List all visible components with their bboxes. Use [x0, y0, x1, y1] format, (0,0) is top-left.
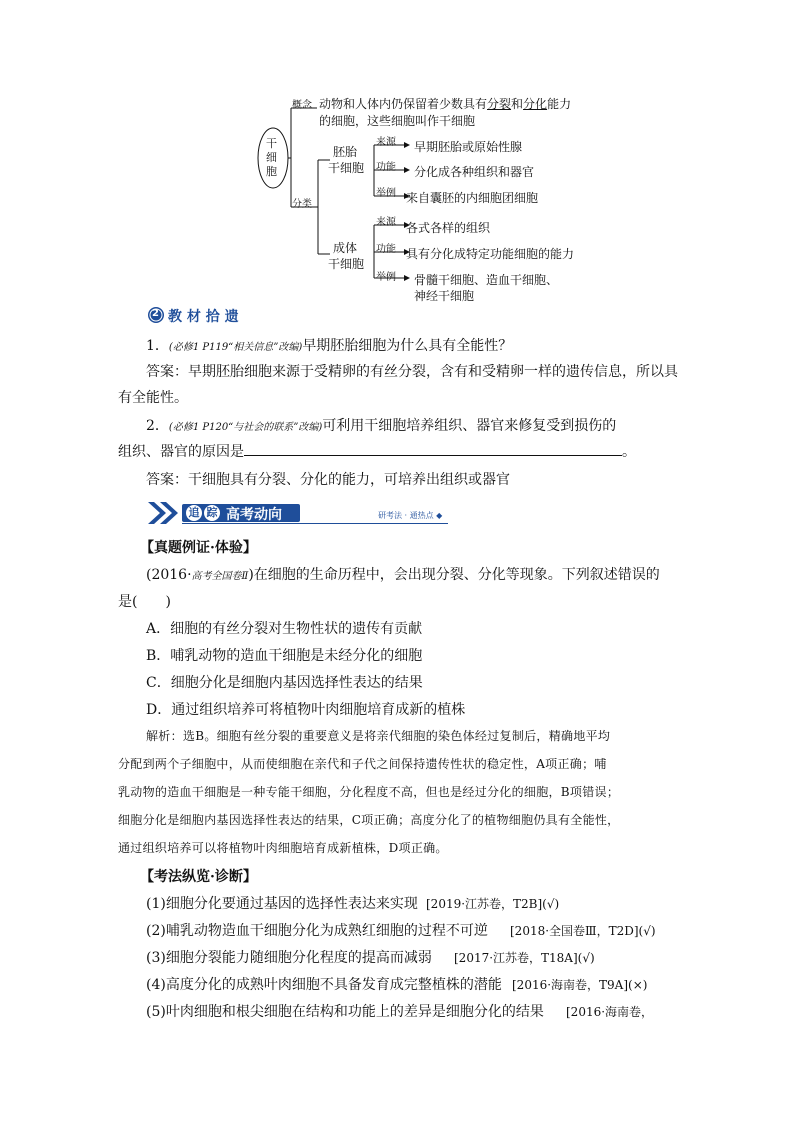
overview-item-4: (4)高度分化的成熟叶肉细胞不具备发育成完整植株的潜能: [146, 977, 502, 993]
overview-item-5: (5)叶肉细胞和根尖细胞在结构和功能上的差异是细胞分化的结果: [146, 1004, 544, 1020]
answer-blank: [244, 443, 622, 456]
option-b: B．哺乳动物的造血干细胞是未经分化的细胞: [146, 648, 423, 664]
banner-title: 高考动向: [226, 507, 282, 523]
overview-item-5-source: [2016·海南卷，: [566, 1005, 654, 1019]
question-text: 可利用干细胞培养组织、器官来修复受到损伤的: [322, 418, 617, 434]
overview-item-1-source: [2019·江苏卷，T2B](√): [426, 897, 560, 911]
banner-badge-zong: 踪: [204, 505, 220, 521]
overview-item-2-source: [2018·全国卷Ⅲ，T2D](√): [510, 924, 656, 938]
banner-chevrons-icon: [146, 500, 186, 526]
embryo-source-text: 早期胚胎或原始性腺: [414, 140, 523, 154]
adult-source-text: 各式各样的组织: [406, 221, 491, 235]
question-text: 早期胚胎细胞为什么具有全能性？: [302, 338, 513, 354]
exam-section-banner: [146, 500, 448, 526]
banner-subtitle: 研考法 · 通热点 ◆: [378, 511, 443, 520]
question-number: 1．: [146, 338, 169, 354]
explanation-line4: 细胞分化是细胞内基因选择性表达的结果，C项正确；高度分化了的植物细胞仍具有全能性，: [118, 813, 620, 827]
question-2-line2: [118, 441, 636, 461]
explanation-line2: 分配到两个子细胞中，从而使细胞在亲代和子代之间保持遗传性状的稳定性，A项正确；哺: [118, 757, 607, 771]
question-text: 组织、器官的原因是: [118, 444, 244, 460]
concept-label: 概念: [292, 100, 312, 111]
question-citation: (必修1 P119“相关信息”改编): [168, 342, 303, 353]
heading-real-questions: 【真题例证·体验】: [140, 540, 257, 556]
overview-item-4-source: [2016·海南卷，T9A](×): [512, 978, 648, 992]
concept-keyword-fenlie: 分裂: [487, 97, 512, 111]
question-source: 高考全国卷Ⅱ: [191, 571, 249, 582]
concept-text-part: 动物和人体内仍保留着少数具有: [319, 97, 488, 111]
banner-badge-zhui: 追: [186, 505, 202, 521]
adult-function-label: 功能: [376, 244, 396, 255]
adult-title-1: 成体: [333, 241, 358, 255]
adult-title-2: 干细胞: [328, 257, 365, 271]
adult-example-text: 骨髓干细胞、造血干细胞、: [414, 273, 559, 287]
overview-item-3-source: [2017·江苏卷，T18A](√): [454, 951, 595, 965]
question-2: [146, 415, 616, 435]
concept-text-line2: 的细胞，这些细胞叫作干细胞: [319, 114, 476, 128]
explanation-line3: 乳动物的造血干细胞是一种专能干细胞，分化程度不高，但也是经过分化的细胞，B项错误；: [118, 785, 620, 799]
embryo-title-1: 胚胎: [333, 145, 358, 159]
embryo-example-text: 来自囊胚的内细胞团细胞: [406, 191, 539, 205]
adult-example-text2: 神经干细胞: [414, 289, 475, 303]
embryo-example-label: 举例: [376, 188, 396, 199]
concept-text-part: 能力: [547, 97, 572, 111]
answer-1-line1: 答案：早期胚胎细胞来源于受精卵的有丝分裂，含有和受精卵一样的遗传信息，所以具: [146, 364, 678, 380]
explanation-line5: 通过组织培养可以将植物叶肉细胞培育成新植株，D项正确。: [118, 841, 448, 855]
overview-item-1: (1)细胞分化要通过基因的选择性表达来实现: [146, 896, 418, 912]
question-number: 2．: [146, 418, 169, 434]
overview-item-3: (3)细胞分裂能力随细胞分化程度的提高而减弱: [146, 950, 432, 966]
adult-source-label: 来源: [376, 217, 396, 228]
embryo-source-label: 来源: [376, 137, 396, 148]
answer-2: 答案：干细胞具有分裂、分化的能力，可培养出组织或器官: [146, 472, 510, 488]
option-d: D．通过组织培养可将植物叶肉细胞培育成新的植株: [146, 702, 466, 718]
embryo-function-text: 分化成各种组织和器官: [414, 165, 535, 179]
question-citation: (必修1 P120“与社会的联系”改编): [168, 422, 323, 433]
exam-question-line2: 是( ): [118, 594, 171, 610]
concept-text-line1: [319, 95, 571, 112]
concept-text-part: 和: [511, 97, 524, 111]
heading-exam-overview: 【考法纵览·诊断】: [140, 869, 257, 885]
question-text: 。: [622, 444, 636, 460]
overview-item-2: (2)哺乳动物造血干细胞分化为成熟红细胞的过程不可逆: [146, 923, 488, 939]
adult-example-label: 举例: [376, 272, 396, 283]
question-year: (2016·: [146, 567, 192, 583]
adult-function-text: 具有分化成特定功能细胞的能力: [406, 247, 575, 261]
concept-keyword-fenhua: 分化: [523, 97, 548, 111]
classify-label: 分类: [292, 199, 312, 210]
banner-underline: [182, 523, 448, 524]
embryo-title-2: 干细胞: [328, 161, 365, 175]
question-text: )在细胞的生命历程中，会出现分裂、分化等现象。下列叙述错误的: [248, 567, 660, 583]
diagram-lines: [0, 0, 794, 310]
question-1: [146, 335, 512, 355]
answer-1-line2: 有全能性。: [118, 390, 188, 406]
embryo-function-label: 功能: [376, 162, 396, 173]
option-a: A．细胞的有丝分裂对生物性状的遗传有贡献: [146, 621, 423, 637]
explanation-line1: 解析：选B。细胞有丝分裂的重要意义是将亲代细胞的染色体经过复制后，精确地平均: [146, 729, 611, 743]
section-badge-number: 2: [152, 308, 159, 319]
option-c: C．细胞分化是细胞内基因选择性表达的结果: [146, 675, 423, 691]
section-title: 教 材 拾 遗: [168, 309, 239, 325]
root-label: 干 细 胞: [266, 137, 277, 178]
exam-question: [146, 564, 660, 584]
